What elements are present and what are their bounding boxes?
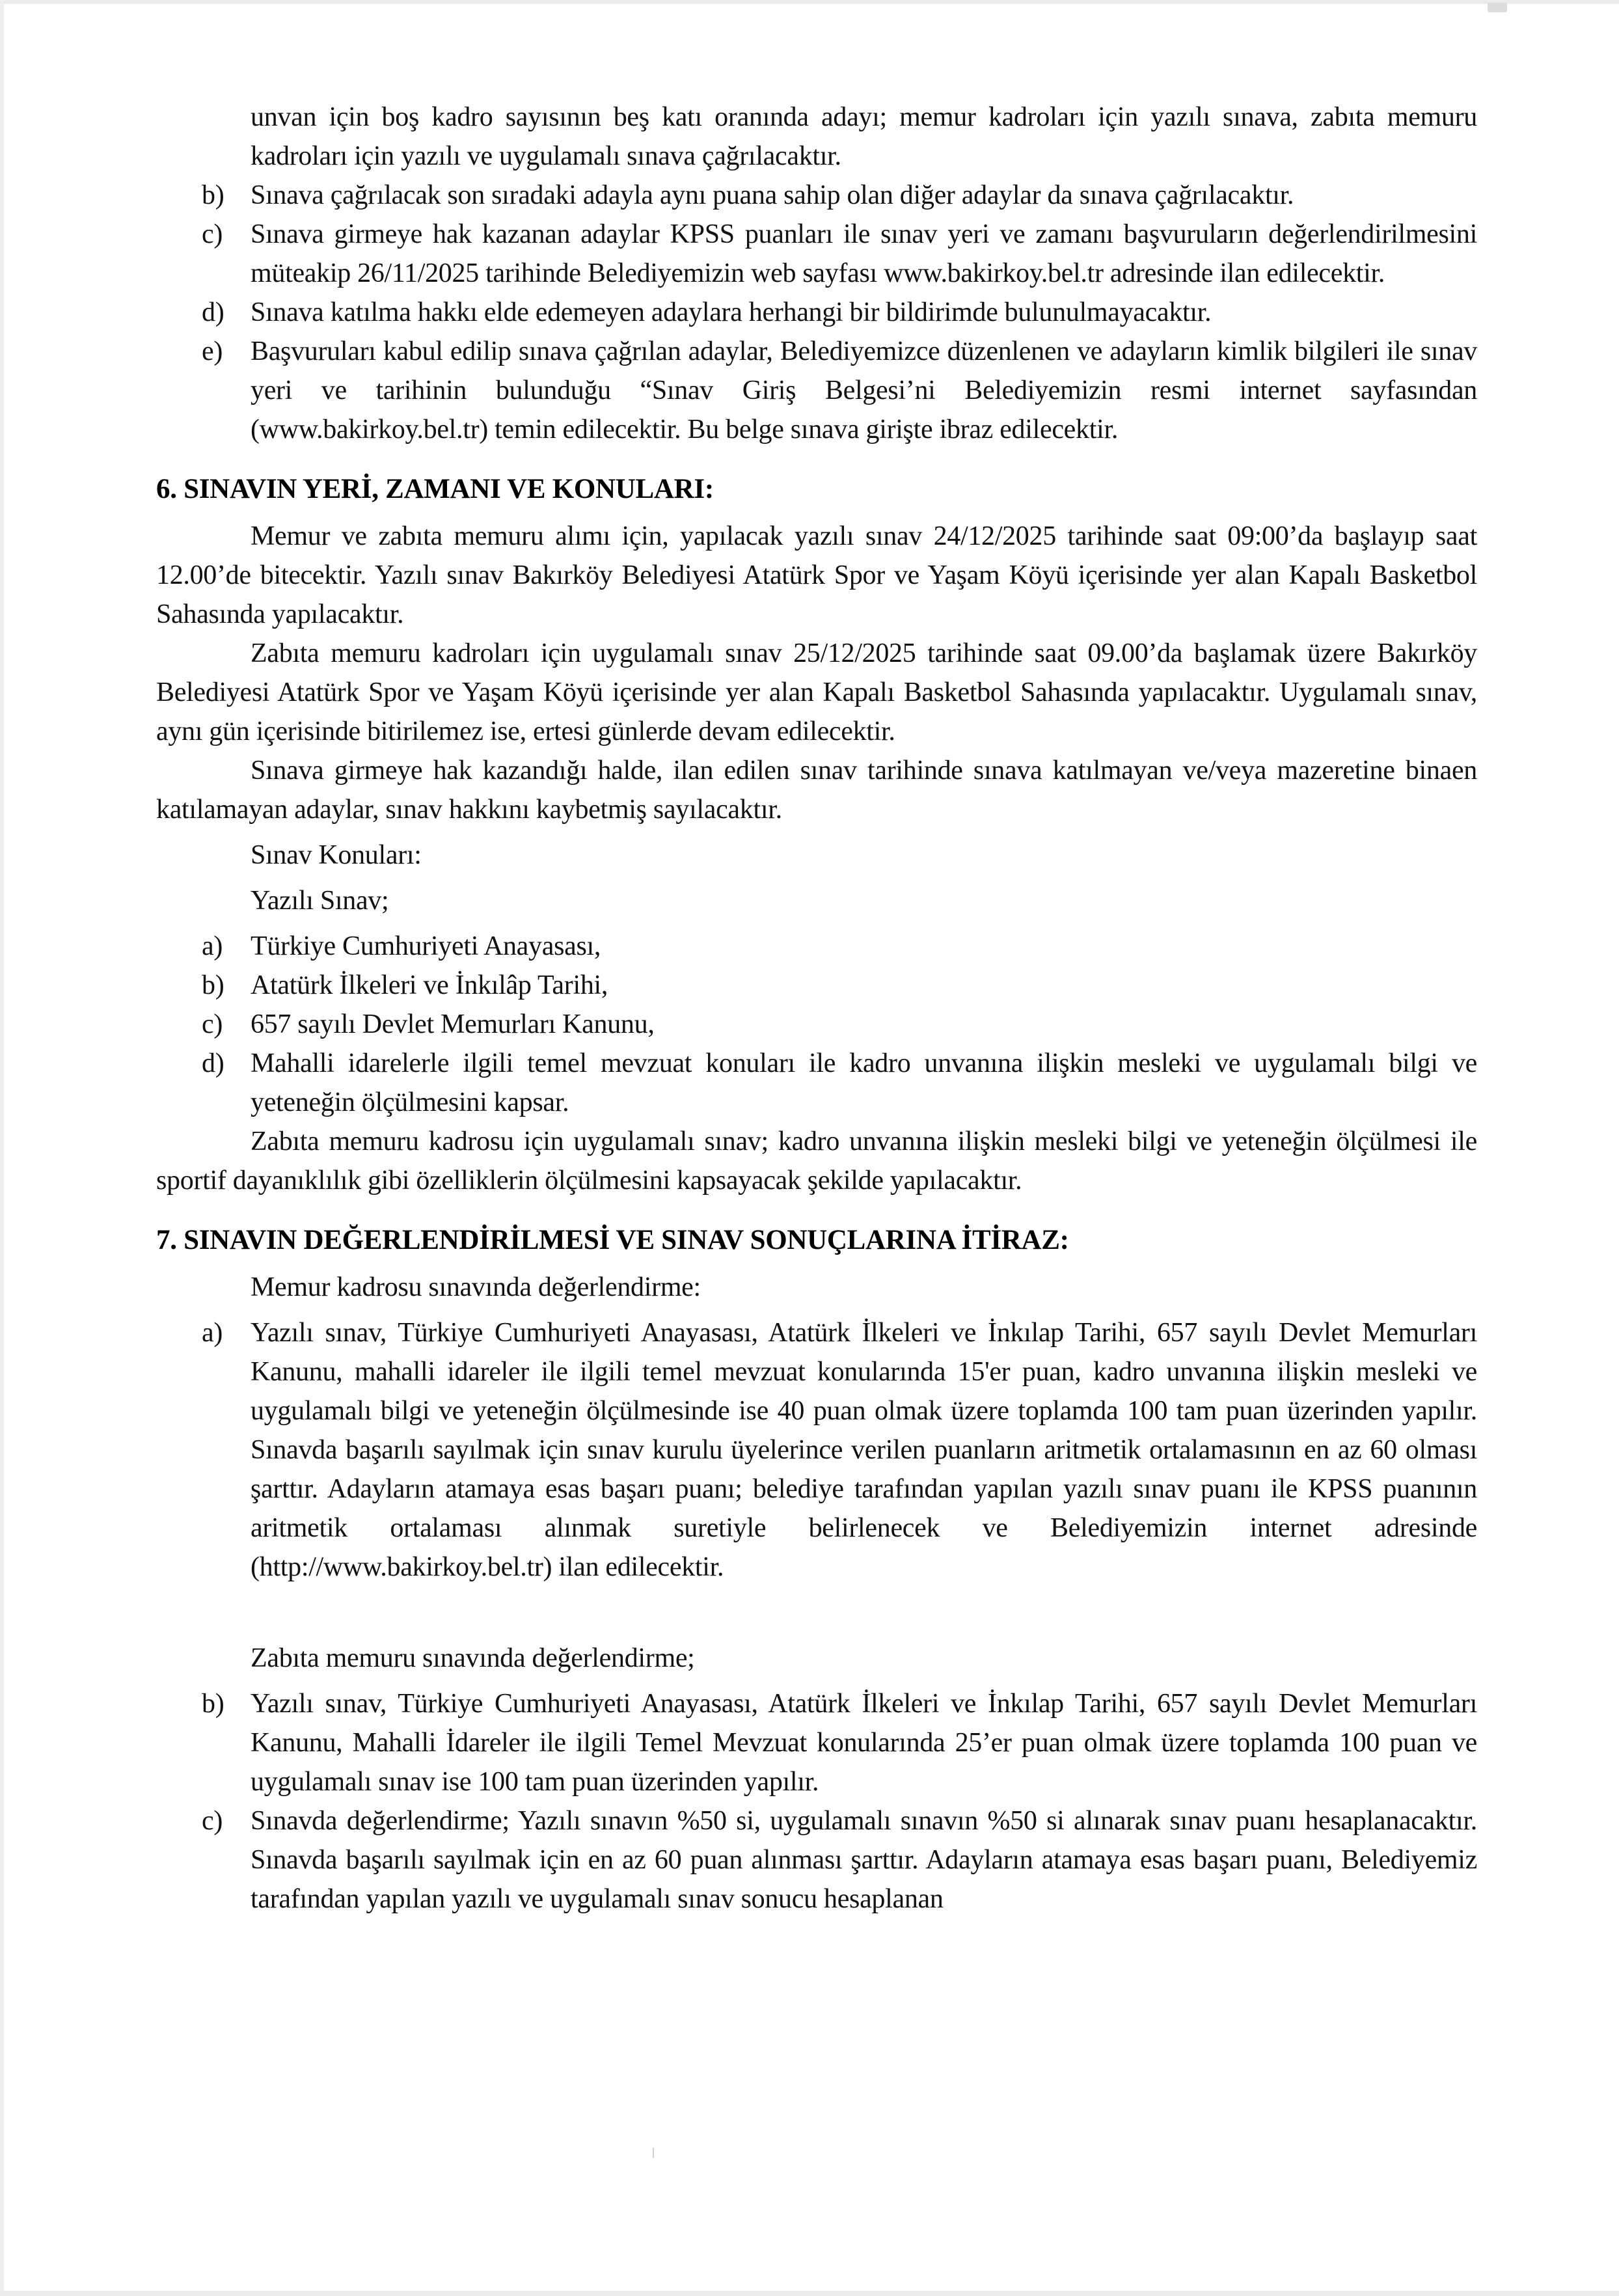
list-item-text: Yazılı sınav, Türkiye Cumhuriyeti Anayasası, Atatürk İlkeleri ve İnkılap Tarihi, 657 sayılı Devlet Memurları Kanunu, mahalli idareler ile ilgili temel mevzuat konularında 15'er puan, kadro unvanına ilişkin mesleki ve uygulamalı bilgi ve yeteneğin ölçülmesinde ise 40 puan olmak üzere toplamda 100 tam puan üzerinden yapılır. Sınavda başarılı sayılmak için sınav kurulu üyelerince verilen puanların aritmetik ortalamasının en az 60 olması şarttır. Adayların atamaya esas başarı puanı; belediye tarafından yapılan yazılı sınav puanı ile KPSS puanının aritmetik ortalaması alınmak suretiyle belirlenecek ve Belediyemizin internet adresinde (http://www.bakirkoy.bel.tr) ilan edilecektir.: [251, 1318, 1477, 1582]
list-marker: c): [202, 1806, 223, 1836]
list-item: [156, 1005, 1477, 1044]
list-marker: d): [202, 1048, 224, 1078]
list-item-text: Sınavda değerlendirme; Yazılı sınavın %50 si, uygulamalı sınavın %50 si alınarak sınav puanı hesaplanacaktır. Sınavda başarılı sayılmak için en az 60 puan alınması şarttır. Adayların atamaya esas başarı puanı, Belediyemiz tarafından yapılan yazılı ve uygulamalı sınav sonucu hesaplanan: [251, 1806, 1477, 1914]
list-item: [156, 1313, 1477, 1587]
indented-line: Yazılı Sınav;: [251, 886, 389, 916]
paragraph-continuation: unvan için boş kadro sayısının beş katı oranında adayı; memur kadroları için yazılı sınava, zabıta memuru kadroları için yazılı ve uygulamalı sınava çağrılacaktır.: [251, 102, 1477, 171]
scan-edge-left: [0, 0, 4, 2296]
list-marker: b): [202, 970, 224, 1000]
list-item: [156, 1801, 1477, 1919]
paragraph: Zabıta memuru kadrosu için uygulamalı sınav; kadro unvanına ilişkin mesleki bilgi ve yeteneğin ölçülmesi ile sportif dayanıklılık gibi özelliklerin ölçülmesini kapsayacak şekilde yapılacaktır.: [156, 1127, 1477, 1196]
list-marker: c): [202, 219, 223, 249]
paragraph: Sınava girmeye hak kazandığı halde, ilan edilen sınav tarihinde sınava katılmayan ve/veya mazeretine binaen katılamayan adaylar, sınav hakkını kaybetmiş sayılacaktır.: [156, 756, 1477, 825]
indented-line: Memur kadrosu sınavında değerlendirme:: [251, 1272, 701, 1302]
list-marker: c): [202, 1009, 223, 1039]
scan-artifact: [653, 2148, 654, 2158]
list-item-text: Yazılı sınav, Türkiye Cumhuriyeti Anayasası, Atatürk İlkeleri ve İnkılap Tarihi, 657 sayılı Devlet Memurları Kanunu, Mahalli İdareler ile ilgili Temel Mevzuat konularında 25’er puan olmak üzere toplamda 100 puan ve uygulamalı sınav ise 100 tam puan üzerinden yapılır.: [251, 1689, 1477, 1797]
list-item-text: Sınava çağrılacak son sıradaki adayla aynı puana sahip olan diğer adaylar da sınava çağrılacaktır.: [251, 180, 1294, 210]
list-marker: e): [202, 336, 223, 366]
list-item-text: 657 sayılı Devlet Memurları Kanunu,: [251, 1009, 655, 1039]
list-item-text: Sınava katılma hakkı elde edemeyen adaylara herhangi bir bildirimde bulunulmayacaktır.: [251, 297, 1212, 327]
document-body: [156, 98, 1477, 1919]
list-item-text: Sınava girmeye hak kazanan adaylar KPSS puanları ile sınav yeri ve zamanı başvuruların değerlendirilmesini müteakip 26/11/2025 tarihinde Belediyemizin web sayfası www.bakirkoy.bel.tr adresinde ilan edilecektir.: [251, 219, 1477, 288]
paragraph-spacer: [156, 1587, 1477, 1632]
list-item: [156, 1684, 1477, 1801]
indented-line: Sınav Konuları:: [251, 840, 422, 870]
list-item-text: Atatürk İlkeleri ve İnkılâp Tarihi,: [251, 970, 608, 1000]
list-item-text: Türkiye Cumhuriyeti Anayasası,: [251, 931, 601, 961]
list-marker: d): [202, 297, 224, 327]
list-marker: a): [202, 931, 223, 961]
scan-artifact: [1488, 3, 1507, 12]
list-item: [156, 966, 1477, 1005]
list-item: [156, 332, 1477, 449]
list-item-text: Mahalli idarelerle ilgili temel mevzuat konuları ile kadro unvanına ilişkin mesleki ve uygulamalı bilgi ve yeteneğin ölçülmesini kapsar.: [251, 1048, 1477, 1117]
list-item: [156, 293, 1477, 332]
list-item: [156, 215, 1477, 293]
list-item: [156, 927, 1477, 966]
scan-edge-bottom: [0, 2291, 1619, 2296]
section-heading: 6. SINAVIN YERİ, ZAMANI VE KONULARI:: [156, 474, 714, 504]
scan-edge-top: [0, 0, 1619, 4]
paragraph: Memur ve zabıta memuru alımı için, yapılacak yazılı sınav 24/12/2025 tarihinde saat 09:00’da başlayıp saat 12.00’de bitecektir. Yazılı sınav Bakırköy Belediyesi Atatürk Spor ve Yaşam Köyü içerisinde yer alan Kapalı Basketbol Sahasında yapılacaktır.: [156, 521, 1477, 629]
list-marker: b): [202, 180, 224, 210]
list-marker: a): [202, 1318, 223, 1348]
list-item-text: Başvuruları kabul edilip sınava çağrılan adaylar, Belediyemizce düzenlenen ve adayların kimlik bilgileri ile sınav yeri ve tarihinin bulunduğu “Sınav Giriş Belgesi’ni Belediyemizin resmi internet sayfasından (www.bakirkoy.bel.tr) temin edilecektir. Bu belge sınava girişte ibraz edilecektir.: [251, 336, 1477, 444]
list-item: [156, 176, 1477, 215]
paragraph: Zabıta memuru kadroları için uygulamalı sınav 25/12/2025 tarihinde saat 09.00’da başlamak üzere Bakırköy Belediyesi Atatürk Spor ve Yaşam Köyü içerisinde yer alan Kapalı Basketbol Sahasında yapılacaktır. Uygulamalı sınav, aynı gün içerisinde bitirilemez ise, ertesi günlerde devam edilecektir.: [156, 638, 1477, 746]
section-heading: 7. SINAVIN DEĞERLENDİRİLMESİ VE SINAV SONUÇLARINA İTİRAZ:: [156, 1225, 1069, 1255]
list-item: [156, 1044, 1477, 1122]
list-marker: b): [202, 1689, 224, 1719]
indented-line: Zabıta memuru sınavında değerlendirme;: [251, 1643, 695, 1673]
